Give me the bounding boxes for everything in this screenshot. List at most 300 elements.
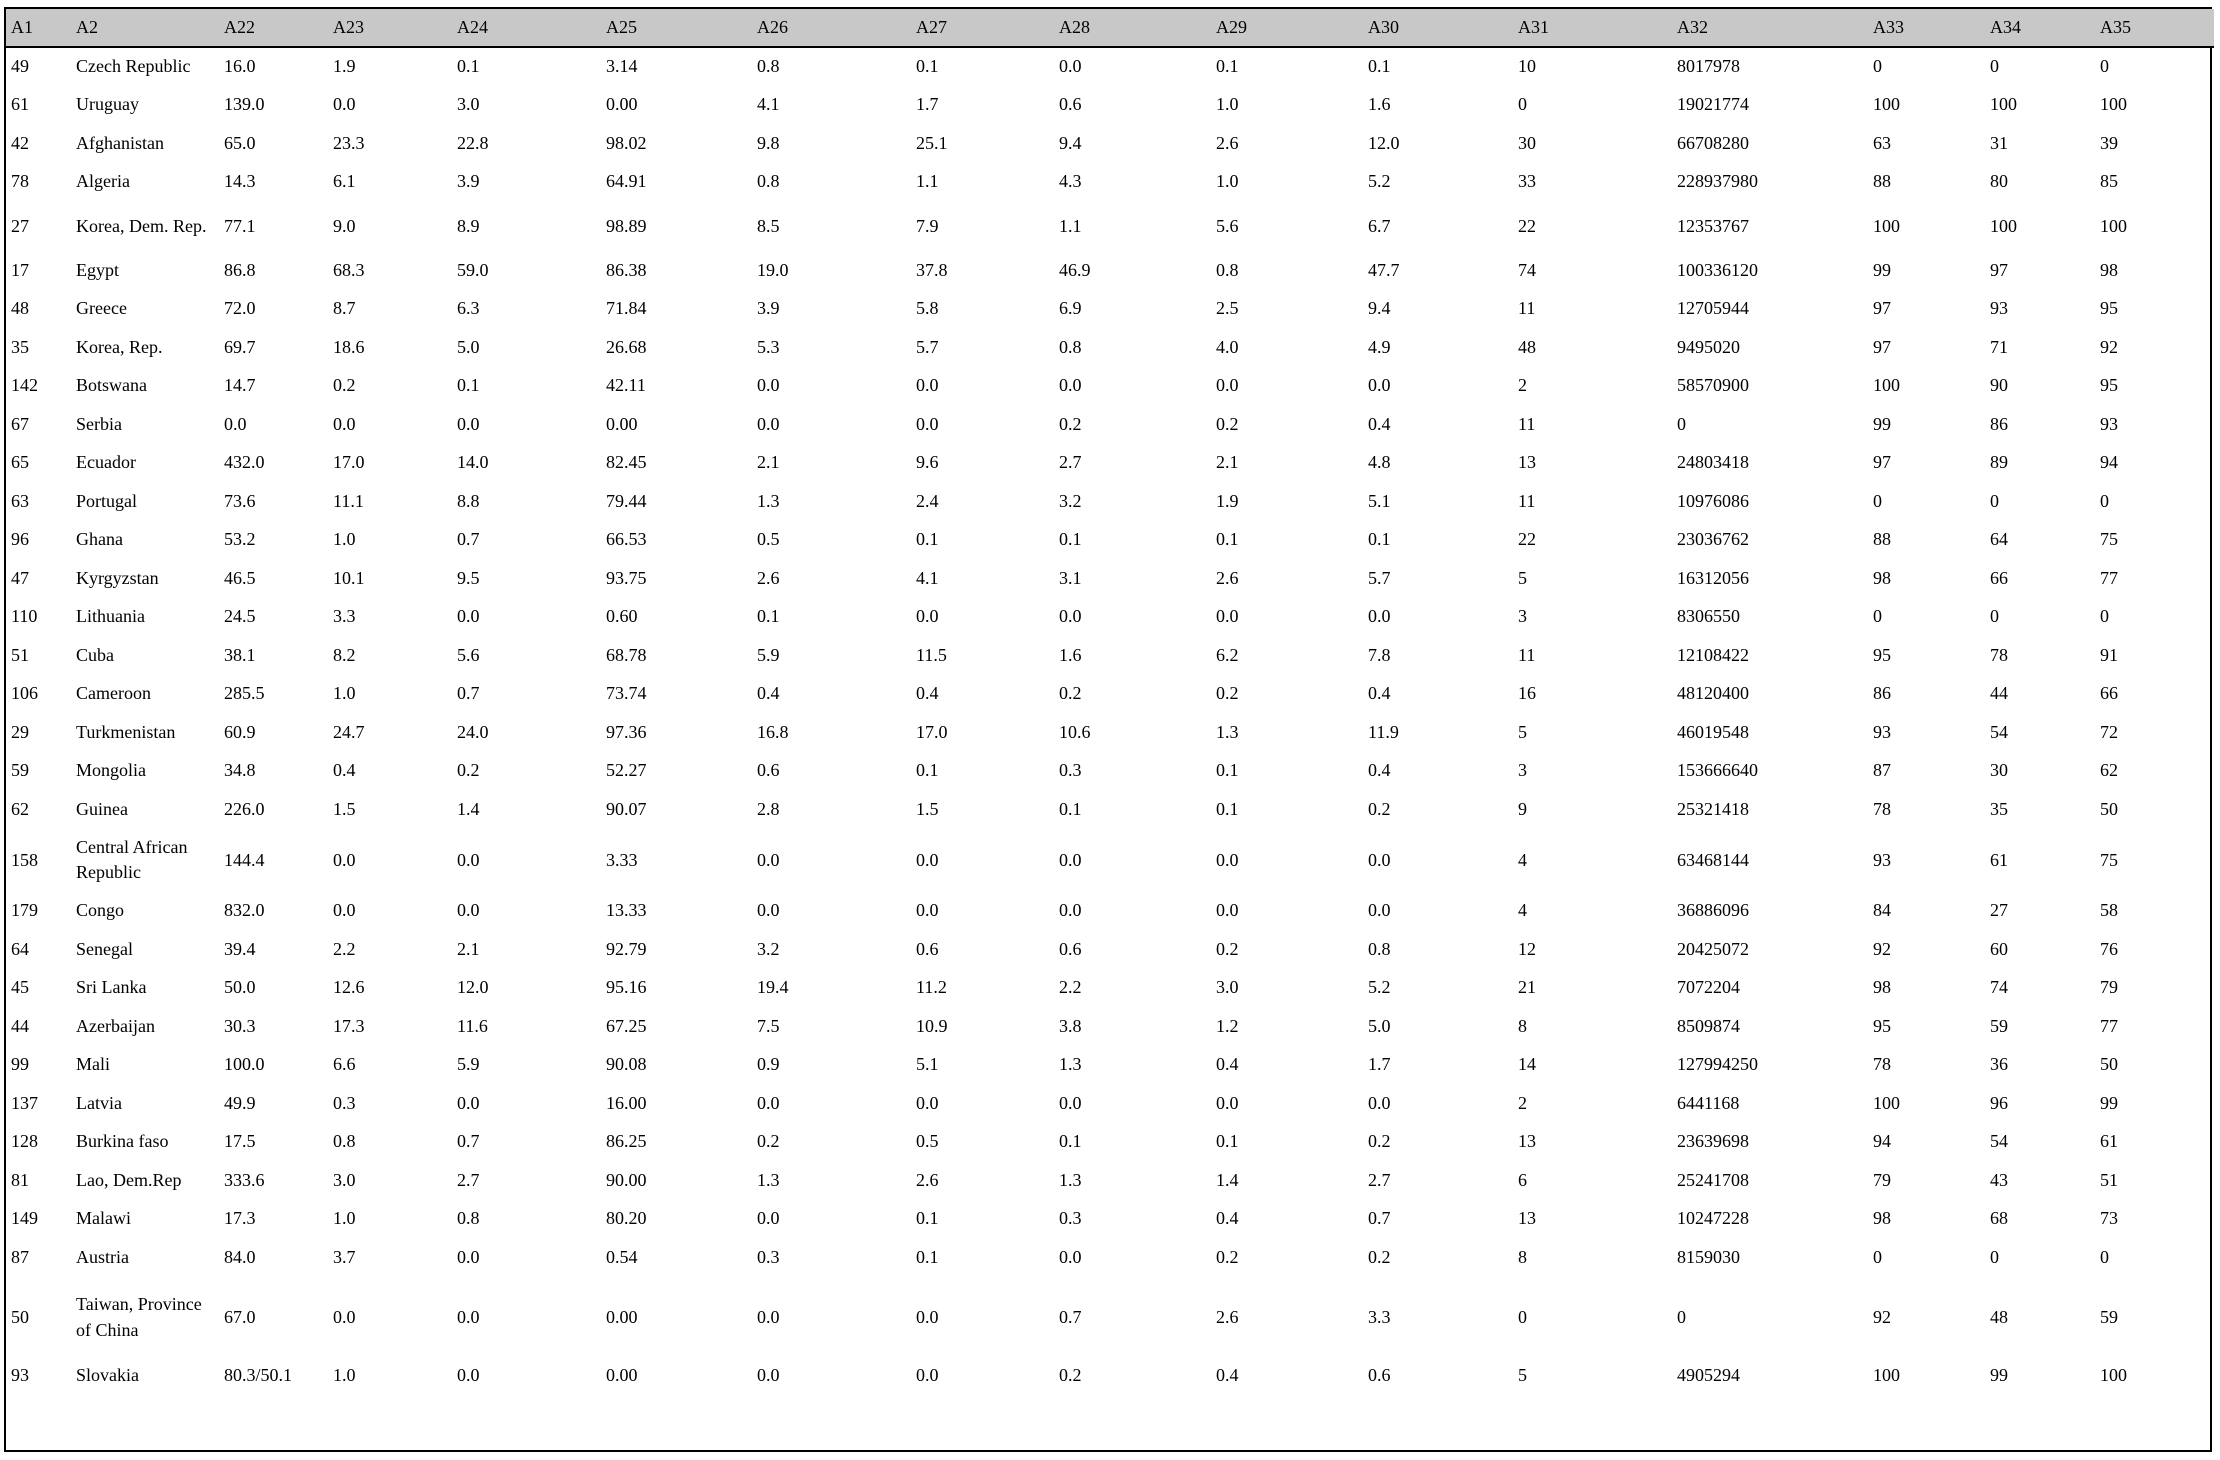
cell-a33: 97 (1873, 336, 1891, 357)
cell-a33: 97 (1873, 298, 1891, 319)
cell-a1: 62 (11, 798, 29, 819)
cell-a25: 71.84 (606, 298, 647, 319)
cell-a34: 0 (1990, 56, 1999, 77)
cell-a27: 2.4 (916, 490, 939, 511)
cell-a33: 88 (1873, 171, 1891, 192)
cell-a22: 86.8 (224, 259, 256, 280)
cell-a35: 0 (2100, 490, 2109, 511)
cell-a24: 0.0 (457, 1365, 480, 1386)
cell-a27: 0.1 (916, 1208, 939, 1229)
cell-a35: 0 (2100, 56, 2109, 77)
cell-a34: 97 (1990, 259, 2008, 280)
cell-a30: 7.8 (1368, 644, 1391, 665)
cell-a27: 0.1 (916, 760, 939, 781)
cell-a35: 95 (2100, 375, 2118, 396)
cell-a1: 106 (11, 683, 38, 704)
cell-a27: 17.0 (916, 721, 948, 742)
cell-a26: 2.8 (757, 798, 780, 819)
cell-a23: 1.0 (333, 1208, 356, 1229)
table-row (6, 86, 2214, 125)
cell-a2: Uruguay (76, 94, 139, 115)
cell-a22: 53.2 (224, 529, 256, 550)
cell-a34: 99 (1990, 1365, 2008, 1386)
cell-a31: 48 (1518, 336, 1536, 357)
cell-a1: 87 (11, 1246, 29, 1267)
cell-a29: 2.6 (1216, 132, 1239, 153)
cell-a29: 0.4 (1216, 1054, 1239, 1075)
cell-a33: 0 (1873, 1246, 1882, 1267)
cell-a24: 12.0 (457, 977, 489, 998)
cell-a1: 158 (11, 849, 38, 870)
cell-a29: 1.2 (1216, 1015, 1239, 1036)
table-row (6, 163, 2214, 202)
cell-a28: 0.3 (1059, 1208, 1082, 1229)
data-table (6, 9, 2214, 1395)
cell-a31: 11 (1518, 644, 1536, 665)
cell-a31: 14 (1518, 1054, 1536, 1075)
cell-a32: 58570900 (1677, 375, 1749, 396)
cell-a23: 1.9 (333, 56, 356, 77)
cell-a28: 0.8 (1059, 336, 1082, 357)
cell-a24: 0.7 (457, 529, 480, 550)
table-row (6, 1200, 2214, 1239)
cell-a25: 90.08 (606, 1054, 647, 1075)
cell-a34: 90 (1990, 375, 2008, 396)
cell-a30: 5.7 (1368, 567, 1391, 588)
cell-a32: 7072204 (1677, 977, 1740, 998)
cell-a28: 3.8 (1059, 1015, 1082, 1036)
cell-a31: 4 (1518, 900, 1527, 921)
cell-a27: 11.5 (916, 644, 947, 665)
cell-a25: 52.27 (606, 760, 647, 781)
cell-a32: 127994250 (1677, 1054, 1758, 1075)
cell-a1: 81 (11, 1169, 29, 1190)
cell-a35: 75 (2100, 849, 2118, 870)
cell-a23: 8.7 (333, 298, 356, 319)
cell-a2: Burkina faso (76, 1131, 169, 1152)
cell-a30: 0.6 (1368, 1365, 1391, 1386)
cell-a26: 2.6 (757, 567, 780, 588)
cell-a34: 31 (1990, 132, 2008, 153)
cell-a35: 72 (2100, 721, 2118, 742)
cell-a2: Korea, Rep. (76, 336, 163, 357)
cell-a24: 8.9 (457, 215, 480, 236)
cell-a30: 1.7 (1368, 1054, 1391, 1075)
cell-a24: 0.0 (457, 1092, 480, 1113)
cell-a33: 97 (1873, 452, 1891, 473)
cell-a23: 23.3 (333, 132, 365, 153)
cell-a2: Austria (76, 1246, 129, 1267)
cell-a22: 285.5 (224, 683, 265, 704)
cell-a32: 23036762 (1677, 529, 1749, 550)
cell-a31: 13 (1518, 1208, 1536, 1229)
cell-a30: 12.0 (1368, 132, 1400, 153)
column-header-a23: A23 (328, 9, 452, 47)
cell-a33: 98 (1873, 977, 1891, 998)
cell-a23: 17.0 (333, 452, 365, 473)
cell-a33: 79 (1873, 1169, 1891, 1190)
cell-a26: 5.3 (757, 336, 780, 357)
cell-a34: 71 (1990, 336, 2008, 357)
cell-a27: 0.5 (916, 1131, 939, 1152)
cell-a1: 17 (11, 259, 29, 280)
cell-a33: 0 (1873, 56, 1882, 77)
cell-a32: 4905294 (1677, 1365, 1740, 1386)
cell-a33: 95 (1873, 1015, 1891, 1036)
cell-a2: Czech Republic (76, 56, 191, 77)
cell-a25: 98.02 (606, 132, 647, 153)
table-row (6, 829, 2214, 892)
cell-a34: 54 (1990, 721, 2008, 742)
cell-a1: 96 (11, 529, 29, 550)
column-header-a25: A25 (601, 9, 752, 47)
cell-a30: 0.0 (1368, 606, 1391, 627)
cell-a33: 92 (1873, 1306, 1891, 1327)
cell-a33: 98 (1873, 1208, 1891, 1229)
cell-a28: 1.1 (1059, 215, 1082, 236)
cell-a22: 16.0 (224, 56, 256, 77)
cell-a2: Algeria (76, 171, 130, 192)
cell-a33: 100 (1873, 1365, 1900, 1386)
header-row (6, 9, 2214, 47)
cell-a34: 100 (1990, 215, 2017, 236)
cell-a29: 0.0 (1216, 606, 1239, 627)
cell-a34: 74 (1990, 977, 2008, 998)
cell-a27: 0.6 (916, 938, 939, 959)
cell-a33: 93 (1873, 849, 1891, 870)
cell-a1: 51 (11, 644, 29, 665)
cell-a27: 11.2 (916, 977, 947, 998)
cell-a22: 432.0 (224, 452, 265, 473)
cell-a1: 64 (11, 938, 29, 959)
cell-a1: 27 (11, 215, 29, 236)
cell-a1: 45 (11, 977, 29, 998)
cell-a1: 99 (11, 1054, 29, 1075)
cell-a23: 0.8 (333, 1131, 356, 1152)
cell-a22: 67.0 (224, 1306, 256, 1327)
cell-a31: 11 (1518, 298, 1536, 319)
cell-a28: 2.2 (1059, 977, 1082, 998)
cell-a31: 16 (1518, 683, 1536, 704)
cell-a33: 100 (1873, 94, 1900, 115)
cell-a22: 80.3/50.1 (224, 1365, 293, 1386)
column-header-a2: A2 (71, 9, 219, 47)
cell-a26: 4.1 (757, 94, 780, 115)
cell-a26: 0.0 (757, 1092, 780, 1113)
table-row (6, 969, 2214, 1008)
cell-a24: 3.0 (457, 94, 480, 115)
cell-a26: 2.1 (757, 452, 780, 473)
cell-a34: 59 (1990, 1015, 2008, 1036)
cell-a22: 60.9 (224, 721, 256, 742)
cell-a30: 0.0 (1368, 375, 1391, 396)
cell-a22: 832.0 (224, 900, 265, 921)
cell-a34: 54 (1990, 1131, 2008, 1152)
cell-a23: 24.7 (333, 721, 365, 742)
cell-a29: 5.6 (1216, 215, 1239, 236)
cell-a31: 12 (1518, 938, 1536, 959)
cell-a31: 3 (1518, 760, 1527, 781)
cell-a35: 92 (2100, 336, 2118, 357)
cell-a31: 2 (1518, 375, 1527, 396)
cell-a31: 22 (1518, 215, 1536, 236)
table-row (6, 521, 2214, 560)
cell-a29: 0.1 (1216, 1131, 1239, 1152)
cell-a22: 38.1 (224, 644, 256, 665)
data-table-container (4, 7, 2212, 1452)
cell-a33: 0 (1873, 490, 1882, 511)
cell-a32: 16312056 (1677, 567, 1749, 588)
cell-a28: 1.6 (1059, 644, 1082, 665)
cell-a2: Lao, Dem.Rep (76, 1169, 182, 1190)
cell-a29: 0.0 (1216, 900, 1239, 921)
cell-a28: 3.1 (1059, 567, 1082, 588)
cell-a34: 35 (1990, 798, 2008, 819)
cell-a22: 73.6 (224, 490, 256, 511)
cell-a35: 73 (2100, 1208, 2118, 1229)
cell-a33: 99 (1873, 259, 1891, 280)
cell-a31: 13 (1518, 1131, 1536, 1152)
cell-a35: 94 (2100, 452, 2118, 473)
cell-a25: 3.33 (606, 849, 638, 870)
cell-a31: 74 (1518, 259, 1536, 280)
cell-a25: 92.79 (606, 938, 647, 959)
cell-a1: 29 (11, 721, 29, 742)
cell-a23: 6.6 (333, 1054, 356, 1075)
cell-a28: 6.9 (1059, 298, 1082, 319)
cell-a24: 5.9 (457, 1054, 480, 1075)
cell-a33: 99 (1873, 413, 1891, 434)
cell-a2: Korea, Dem. Rep. (76, 215, 207, 236)
cell-a30: 11.9 (1368, 721, 1399, 742)
table-row (6, 367, 2214, 406)
cell-a28: 0.6 (1059, 94, 1082, 115)
cell-a35: 100 (2100, 215, 2127, 236)
cell-a30: 0.4 (1368, 760, 1391, 781)
cell-a28: 0.0 (1059, 606, 1082, 627)
cell-a1: 47 (11, 567, 29, 588)
cell-a24: 0.2 (457, 760, 480, 781)
cell-a27: 1.1 (916, 171, 939, 192)
cell-a32: 0 (1677, 1306, 1686, 1327)
cell-a35: 61 (2100, 1131, 2118, 1152)
cell-a32: 46019548 (1677, 721, 1749, 742)
cell-a26: 0.0 (757, 413, 780, 434)
cell-a35: 79 (2100, 977, 2118, 998)
cell-a26: 19.4 (757, 977, 789, 998)
cell-a29: 0.1 (1216, 56, 1239, 77)
cell-a25: 0.00 (606, 1306, 638, 1327)
cell-a26: 1.3 (757, 1169, 780, 1190)
cell-a35: 50 (2100, 1054, 2118, 1075)
cell-a34: 78 (1990, 644, 2008, 665)
cell-a29: 1.3 (1216, 721, 1239, 742)
cell-a26: 0.2 (757, 1131, 780, 1152)
table-row (6, 482, 2214, 521)
cell-a33: 87 (1873, 760, 1891, 781)
cell-a29: 0.2 (1216, 938, 1239, 959)
cell-a29: 4.0 (1216, 336, 1239, 357)
cell-a27: 0.0 (916, 1092, 939, 1113)
cell-a34: 43 (1990, 1169, 2008, 1190)
cell-a33: 63 (1873, 132, 1891, 153)
cell-a30: 3.3 (1368, 1306, 1391, 1327)
cell-a30: 5.0 (1368, 1015, 1391, 1036)
table-row (6, 598, 2214, 637)
table-row (6, 1007, 2214, 1046)
cell-a24: 22.8 (457, 132, 489, 153)
column-header-a35: A35 (2095, 9, 2214, 47)
cell-a2: Kyrgyzstan (76, 567, 159, 588)
cell-a32: 12705944 (1677, 298, 1749, 319)
cell-a28: 46.9 (1059, 259, 1091, 280)
cell-a26: 0.8 (757, 171, 780, 192)
table-row (6, 1084, 2214, 1123)
cell-a24: 0.0 (457, 900, 480, 921)
table-row (6, 892, 2214, 931)
cell-a29: 3.0 (1216, 977, 1239, 998)
cell-a23: 0.2 (333, 375, 356, 396)
cell-a28: 0.1 (1059, 798, 1082, 819)
cell-a2: Ghana (76, 529, 123, 550)
table-header (6, 9, 2214, 47)
cell-a34: 93 (1990, 298, 2008, 319)
cell-a33: 98 (1873, 567, 1891, 588)
cell-a2: Mali (76, 1054, 110, 1075)
table-row (6, 1277, 2214, 1357)
cell-a35: 99 (2100, 1092, 2118, 1113)
cell-a1: 67 (11, 413, 29, 434)
cell-a25: 42.11 (606, 375, 646, 396)
cell-a32: 8509874 (1677, 1015, 1740, 1036)
cell-a25: 67.25 (606, 1015, 647, 1036)
cell-a31: 0 (1518, 94, 1527, 115)
table-body (6, 47, 2214, 1395)
cell-a27: 0.0 (916, 606, 939, 627)
cell-a27: 7.9 (916, 215, 939, 236)
cell-a28: 0.1 (1059, 529, 1082, 550)
cell-a32: 48120400 (1677, 683, 1749, 704)
cell-a30: 0.2 (1368, 798, 1391, 819)
cell-a24: 6.3 (457, 298, 480, 319)
cell-a26: 1.3 (757, 490, 780, 511)
cell-a26: 3.9 (757, 298, 780, 319)
cell-a1: 65 (11, 452, 29, 473)
cell-a1: 137 (11, 1092, 38, 1113)
cell-a27: 0.0 (916, 1306, 939, 1327)
cell-a22: 50.0 (224, 977, 256, 998)
cell-a22: 14.3 (224, 171, 256, 192)
cell-a23: 10.1 (333, 567, 365, 588)
cell-a24: 0.0 (457, 1306, 480, 1327)
cell-a29: 0.4 (1216, 1365, 1239, 1386)
cell-a24: 14.0 (457, 452, 489, 473)
cell-a25: 90.00 (606, 1169, 647, 1190)
cell-a32: 8017978 (1677, 56, 1740, 77)
cell-a26: 9.8 (757, 132, 780, 153)
cell-a33: 100 (1873, 375, 1900, 396)
cell-a27: 25.1 (916, 132, 948, 153)
cell-a29: 2.6 (1216, 1306, 1239, 1327)
cell-a23: 0.0 (333, 94, 356, 115)
cell-a1: 44 (11, 1015, 29, 1036)
cell-a23: 9.0 (333, 215, 356, 236)
cell-a28: 0.3 (1059, 760, 1082, 781)
cell-a33: 95 (1873, 644, 1891, 665)
cell-a22: 139.0 (224, 94, 265, 115)
table-row (6, 675, 2214, 714)
table-row (6, 251, 2214, 290)
table-row (6, 444, 2214, 483)
column-header-a32: A32 (1672, 9, 1868, 47)
cell-a29: 0.0 (1216, 849, 1239, 870)
cell-a32: 228937980 (1677, 171, 1758, 192)
cell-a27: 1.5 (916, 798, 939, 819)
cell-a32: 23639698 (1677, 1131, 1749, 1152)
table-row (6, 328, 2214, 367)
cell-a25: 26.68 (606, 336, 647, 357)
cell-a28: 10.6 (1059, 721, 1091, 742)
cell-a2: Latvia (76, 1092, 122, 1113)
cell-a31: 22 (1518, 529, 1536, 550)
cell-a30: 0.0 (1368, 900, 1391, 921)
cell-a22: 17.5 (224, 1131, 256, 1152)
cell-a24: 2.1 (457, 938, 480, 959)
cell-a2: Greece (76, 298, 127, 319)
cell-a27: 2.6 (916, 1169, 939, 1190)
cell-a33: 100 (1873, 1092, 1900, 1113)
table-row (6, 752, 2214, 791)
cell-a35: 98 (2100, 259, 2118, 280)
cell-a23: 3.7 (333, 1246, 356, 1267)
cell-a22: 46.5 (224, 567, 256, 588)
column-header-a31: A31 (1513, 9, 1672, 47)
cell-a34: 64 (1990, 529, 2008, 550)
cell-a31: 9 (1518, 798, 1527, 819)
cell-a31: 8 (1518, 1246, 1527, 1267)
cell-a34: 89 (1990, 452, 2008, 473)
cell-a25: 66.53 (606, 529, 647, 550)
cell-a1: 93 (11, 1365, 29, 1386)
cell-a27: 0.1 (916, 56, 939, 77)
cell-a26: 19.0 (757, 259, 789, 280)
column-header-a24: A24 (452, 9, 601, 47)
cell-a22: 24.5 (224, 606, 256, 627)
cell-a2: Botswana (76, 375, 147, 396)
cell-a28: 0.0 (1059, 900, 1082, 921)
cell-a24: 0.1 (457, 375, 480, 396)
cell-a25: 93.75 (606, 567, 647, 588)
cell-a29: 0.1 (1216, 760, 1239, 781)
column-header-a33: A33 (1868, 9, 1985, 47)
cell-a35: 77 (2100, 1015, 2118, 1036)
cell-a31: 11 (1518, 413, 1536, 434)
cell-a34: 36 (1990, 1054, 2008, 1075)
cell-a24: 0.0 (457, 413, 480, 434)
cell-a2: Lithuania (76, 606, 145, 627)
cell-a25: 3.14 (606, 56, 638, 77)
cell-a30: 0.0 (1368, 1092, 1391, 1113)
cell-a32: 20425072 (1677, 938, 1749, 959)
cell-a24: 5.0 (457, 336, 480, 357)
cell-a34: 30 (1990, 760, 2008, 781)
cell-a25: 0.00 (606, 94, 638, 115)
cell-a35: 66 (2100, 683, 2118, 704)
cell-a25: 82.45 (606, 452, 647, 473)
cell-a25: 64.91 (606, 171, 647, 192)
cell-a35: 95 (2100, 298, 2118, 319)
cell-a1: 50 (11, 1306, 29, 1327)
